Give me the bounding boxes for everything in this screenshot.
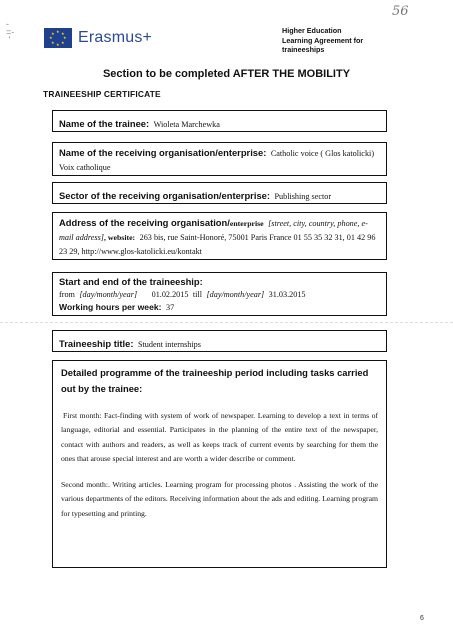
sector-box <box>52 182 387 204</box>
address-value: 263 bis, rue Saint-Honoré, 75001 Paris France 01 55 35 32 31, 01 42 96 23 29, http://www.glos-katolicki.eu/kontakt <box>59 233 376 256</box>
programme-box <box>52 360 387 568</box>
traineeship-title-label: Traineeship title: <box>59 338 134 349</box>
working-hours-label: Working hours per week: <box>59 302 162 312</box>
till-word: till <box>192 290 202 299</box>
sector-label: Sector of the receiving organisation/enterprise: <box>59 190 270 201</box>
dates-label: Start and end of the traineeship: <box>59 276 203 287</box>
organisation-label: Name of the receiving organisation/enterprise: <box>59 147 267 158</box>
trainee-name-label: Name of the trainee: <box>59 118 150 129</box>
end-date-value: 31.03.2015 <box>268 290 306 299</box>
address-hint: [street, city, country, phone, e-mail address] <box>59 219 368 242</box>
logo-text: Erasmus+ <box>78 29 153 46</box>
trainee-name-box <box>52 110 387 132</box>
page-number: 6 <box>420 615 424 622</box>
address-label: Address of the receiving organisation/ <box>59 217 230 228</box>
from-hint: [day/month/year] <box>79 290 138 299</box>
sector-value: Publishing sector <box>274 192 332 201</box>
scan-artifact-line <box>0 322 453 323</box>
from-word: from <box>59 290 75 299</box>
programme-label: Detailed programme of the traineeship period including tasks carried out by the trainee: <box>61 367 369 394</box>
till-hint: [day/month/year] <box>206 290 265 299</box>
header-document-type: Higher Education Learning Agreement for traineeships <box>282 26 364 54</box>
dates-box <box>52 272 387 316</box>
staple-mark: - =- ' <box>6 19 15 45</box>
programme-paragraph: Second month:. Writing articles. Learning program for processing photos . Assisting the work of the various departments of the editors. Receiving information about the ads and editing. Learning program for typesetting and printing. <box>61 480 378 518</box>
eu-flag-icon: ★ ★ ★ ★ ★ ★ ★ ★ <box>44 28 72 48</box>
erasmus-logo <box>44 28 152 48</box>
programme-paragraph: First month: Fact-finding with system of work of newspaper. Learning to develop a text in terms of language, editorial and essential. Participates in the planning of the entire text of the newspaper, contact with authors and readers, as well as keeps track of current events by searching for them the ones that arouse special interest and are worth a wider describe or comment. <box>61 411 378 463</box>
working-hours-value: 37 <box>165 303 175 312</box>
address-box <box>52 212 387 260</box>
website-label: , website: <box>103 233 136 242</box>
start-date-value: 01.02.2015 <box>151 290 189 299</box>
certificate-heading: TRAINEESHIP CERTIFICATE <box>43 89 161 99</box>
traineeship-title-value: Student internships <box>137 340 201 349</box>
organisation-box <box>52 142 387 176</box>
handwritten-page-mark: 56 <box>392 4 409 19</box>
address-label-tail: enterprise <box>229 219 264 228</box>
section-title: Section to be completed AFTER THE MOBILITY <box>102 68 351 80</box>
traineeship-title-box <box>52 330 387 352</box>
trainee-name-value: Wioleta Marchewka <box>153 120 220 129</box>
organisation-value: Catholic voice ( Glos katolicki) Voix catholique <box>59 149 375 172</box>
